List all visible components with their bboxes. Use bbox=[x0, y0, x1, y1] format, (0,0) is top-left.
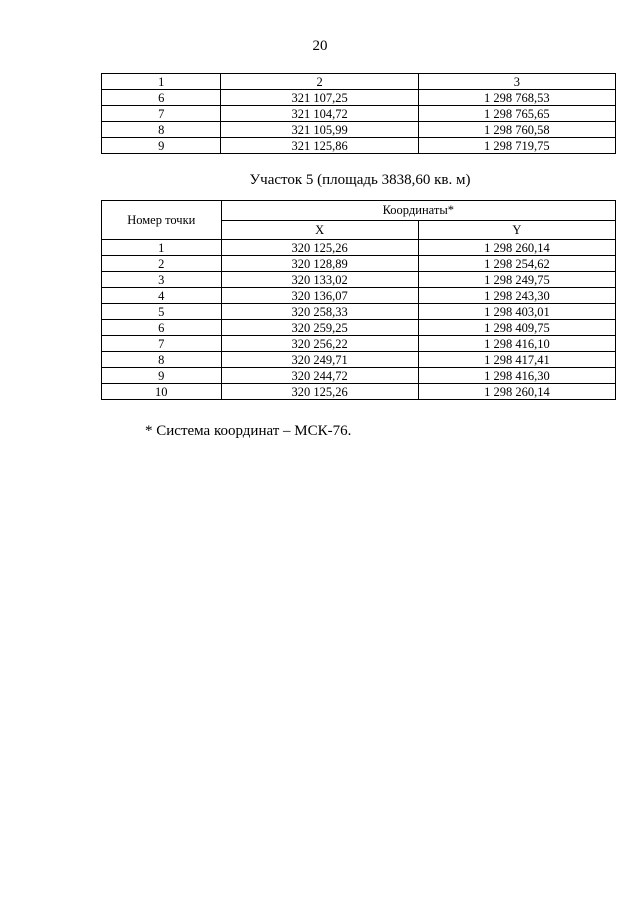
page-number: 20 bbox=[312, 38, 328, 54]
point-number-cell: 8 bbox=[102, 122, 221, 138]
x-coordinate-cell: 320 244,72 bbox=[221, 368, 418, 384]
x-coordinate-cell: 321 104,72 bbox=[221, 106, 418, 122]
point-number-cell: 4 bbox=[102, 288, 222, 304]
table-row bbox=[102, 122, 616, 138]
point-number-header: Номер точки bbox=[102, 201, 222, 240]
y-coordinate-cell: 1 298 417,41 bbox=[418, 352, 615, 368]
x-coordinate-cell: 320 128,89 bbox=[221, 256, 418, 272]
y-coordinate-cell: 1 298 719,75 bbox=[418, 138, 615, 154]
table-row bbox=[102, 320, 616, 336]
y-coordinate-cell: 1 298 260,14 bbox=[418, 240, 615, 256]
x-coordinate-cell: 320 125,26 bbox=[221, 240, 418, 256]
point-number-cell: 3 bbox=[102, 272, 222, 288]
x-coordinate-cell: 320 125,26 bbox=[221, 384, 418, 400]
x-coordinate-cell: 320 259,25 bbox=[221, 320, 418, 336]
y-coordinate-cell: 1 298 760,58 bbox=[418, 122, 615, 138]
y-header: Y bbox=[418, 220, 615, 240]
coordinates-table-continued bbox=[101, 73, 616, 154]
y-coordinate-cell: 1 298 765,65 bbox=[418, 106, 615, 122]
y-coordinate-cell: 1 298 254,62 bbox=[418, 256, 615, 272]
point-number-cell: 10 bbox=[102, 384, 222, 400]
point-number-cell: 5 bbox=[102, 304, 222, 320]
x-coordinate-cell: 321 105,99 bbox=[221, 122, 418, 138]
y-coordinate-cell: 1 298 409,75 bbox=[418, 320, 615, 336]
table-row bbox=[102, 352, 616, 368]
table-row bbox=[102, 384, 616, 400]
y-coordinate-cell: 1 298 416,30 bbox=[418, 368, 615, 384]
point-number-cell: 6 bbox=[102, 90, 221, 106]
point-number-cell: 7 bbox=[102, 336, 222, 352]
column-number-2: 2 bbox=[221, 74, 418, 90]
table-row bbox=[102, 256, 616, 272]
x-coordinate-cell: 321 107,25 bbox=[221, 90, 418, 106]
y-coordinate-cell: 1 298 403,01 bbox=[418, 304, 615, 320]
table-row bbox=[102, 240, 616, 256]
section-title: Участок 5 (площадь 3838,60 кв. м) bbox=[249, 172, 471, 188]
x-coordinate-cell: 320 136,07 bbox=[221, 288, 418, 304]
x-coordinate-cell: 320 133,02 bbox=[221, 272, 418, 288]
point-number-cell: 1 bbox=[102, 240, 222, 256]
x-coordinate-cell: 320 256,22 bbox=[221, 336, 418, 352]
y-coordinate-cell: 1 298 260,14 bbox=[418, 384, 615, 400]
x-coordinate-cell: 320 258,33 bbox=[221, 304, 418, 320]
point-number-cell: 2 bbox=[102, 256, 222, 272]
table-row bbox=[102, 272, 616, 288]
table-row bbox=[102, 288, 616, 304]
table-row bbox=[102, 368, 616, 384]
y-coordinate-cell: 1 298 416,10 bbox=[418, 336, 615, 352]
table-header-row bbox=[102, 201, 616, 221]
table-row bbox=[102, 90, 616, 106]
x-header: X bbox=[221, 220, 418, 240]
table-row bbox=[102, 106, 616, 122]
table-header-row bbox=[102, 74, 616, 90]
x-coordinate-cell: 321 125,86 bbox=[221, 138, 418, 154]
table-row bbox=[102, 304, 616, 320]
point-number-cell: 6 bbox=[102, 320, 222, 336]
y-coordinate-cell: 1 298 243,30 bbox=[418, 288, 615, 304]
column-number-1: 1 bbox=[102, 74, 221, 90]
table-row bbox=[102, 138, 616, 154]
coordinates-table-plot-5 bbox=[101, 200, 616, 400]
footnote: * Система координат – МСК-76. bbox=[145, 423, 352, 439]
y-coordinate-cell: 1 298 768,53 bbox=[418, 90, 615, 106]
table-row bbox=[102, 336, 616, 352]
point-number-cell: 8 bbox=[102, 352, 222, 368]
point-number-cell: 9 bbox=[102, 138, 221, 154]
x-coordinate-cell: 320 249,71 bbox=[221, 352, 418, 368]
point-number-cell: 9 bbox=[102, 368, 222, 384]
point-number-cell: 7 bbox=[102, 106, 221, 122]
column-number-3: 3 bbox=[418, 74, 615, 90]
y-coordinate-cell: 1 298 249,75 bbox=[418, 272, 615, 288]
coordinates-header: Координаты* bbox=[221, 201, 615, 221]
